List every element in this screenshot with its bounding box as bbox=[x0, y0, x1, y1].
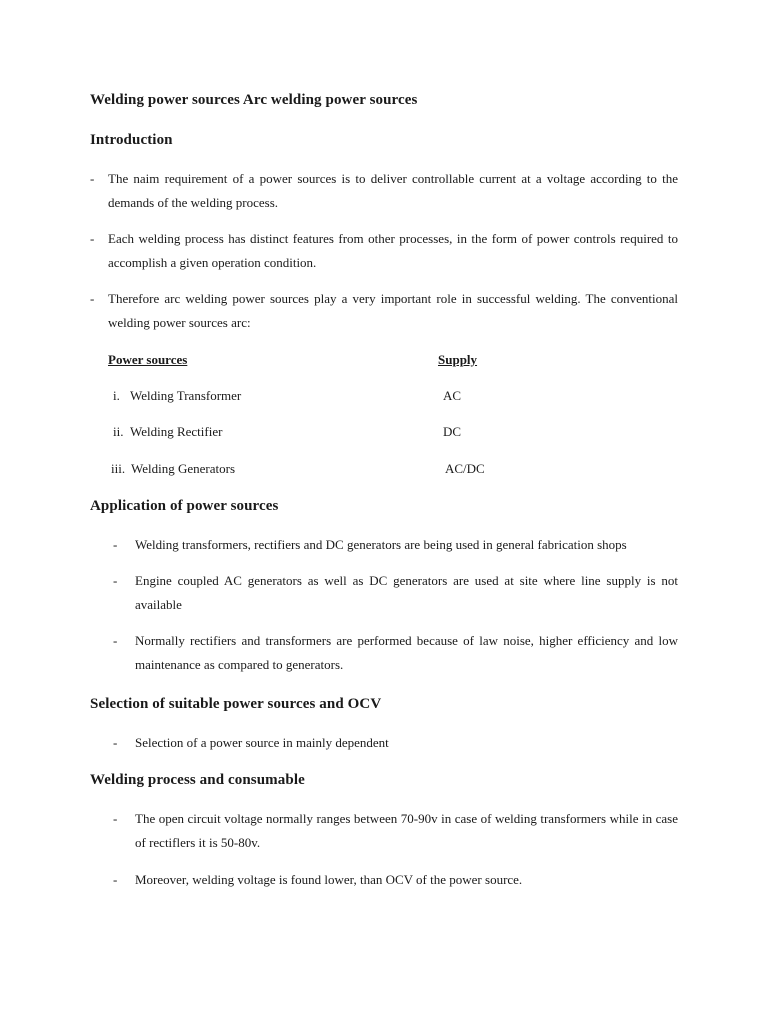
bullet-dash: - bbox=[113, 811, 118, 826]
table-row-source: Welding Transformer bbox=[130, 388, 242, 403]
table-row-supply: AC/DC bbox=[445, 461, 485, 476]
selection-heading: Selection of suitable power sources and OCV bbox=[90, 696, 382, 712]
process-bullet-2 bbox=[113, 868, 678, 892]
bullet-dash: - bbox=[113, 573, 118, 588]
table-row-num: ii. bbox=[113, 424, 124, 439]
application-bullet-text: Normally rectifiers and transformers are performed because of law noise, higher efficiency and low maintenance as compared to generators. bbox=[135, 633, 678, 672]
application-bullet-text: Welding transformers, rectifiers and DC generators are being used in general fabrication shops bbox=[135, 537, 627, 552]
bullet-dash: - bbox=[113, 537, 118, 552]
bullet-dash: - bbox=[113, 735, 118, 750]
bullet-dash: - bbox=[90, 291, 95, 306]
application-heading: Application of power sources bbox=[90, 498, 279, 514]
intro-bullet-text: Each welding process has distinct features from other processes, in the form of power controls required to accomplish a given operation condition. bbox=[108, 231, 678, 270]
document-title: Welding power sources Arc welding power sources bbox=[90, 92, 418, 108]
process-bullet-text: The open circuit voltage normally ranges between 70-90v in case of welding transformers while in case of rectiflers it is 50-80v. bbox=[135, 811, 678, 850]
introduction-heading: Introduction bbox=[90, 132, 173, 148]
application-bullet-text: Engine coupled AC generators as well as DC generators are used at site where line supply is not available bbox=[135, 573, 678, 612]
process-bullet-text: Moreover, welding voltage is found lower, than OCV of the power source. bbox=[135, 872, 523, 887]
table-row-supply: AC bbox=[443, 388, 462, 403]
bullet-dash: - bbox=[90, 231, 95, 246]
selection-bullet-text: Selection of a power source in mainly dependent bbox=[135, 735, 389, 750]
selection-bullet-1 bbox=[113, 731, 678, 755]
table-row-source: Welding Rectifier bbox=[130, 424, 223, 439]
intro-bullet-3 bbox=[90, 287, 678, 335]
intro-bullet-1 bbox=[90, 167, 678, 215]
bullet-dash: - bbox=[90, 171, 95, 186]
bullet-dash: - bbox=[113, 872, 118, 887]
table-header-power-sources: Power sources bbox=[108, 352, 188, 367]
process-bullet-1 bbox=[113, 807, 678, 855]
intro-bullet-text: The naim requirement of a power sources is to deliver controllable current at a voltage according to the demands of the welding process. bbox=[108, 171, 678, 210]
intro-bullet-2 bbox=[90, 227, 678, 275]
bullet-dash: - bbox=[113, 633, 118, 648]
table-row-num: iii. bbox=[111, 461, 126, 476]
table-row-num: i. bbox=[113, 388, 120, 403]
table-row-supply: DC bbox=[443, 424, 462, 439]
application-bullet-3 bbox=[113, 629, 678, 677]
table-row-source: Welding Generators bbox=[131, 461, 235, 476]
application-bullet-1 bbox=[113, 533, 678, 557]
application-bullet-2 bbox=[113, 569, 678, 617]
table-header-supply: Supply bbox=[438, 352, 478, 367]
process-heading: Welding process and consumable bbox=[90, 772, 305, 788]
intro-bullet-text: Therefore arc welding power sources play a very important role in successful welding. The conventional welding power sources arc: bbox=[108, 291, 678, 330]
